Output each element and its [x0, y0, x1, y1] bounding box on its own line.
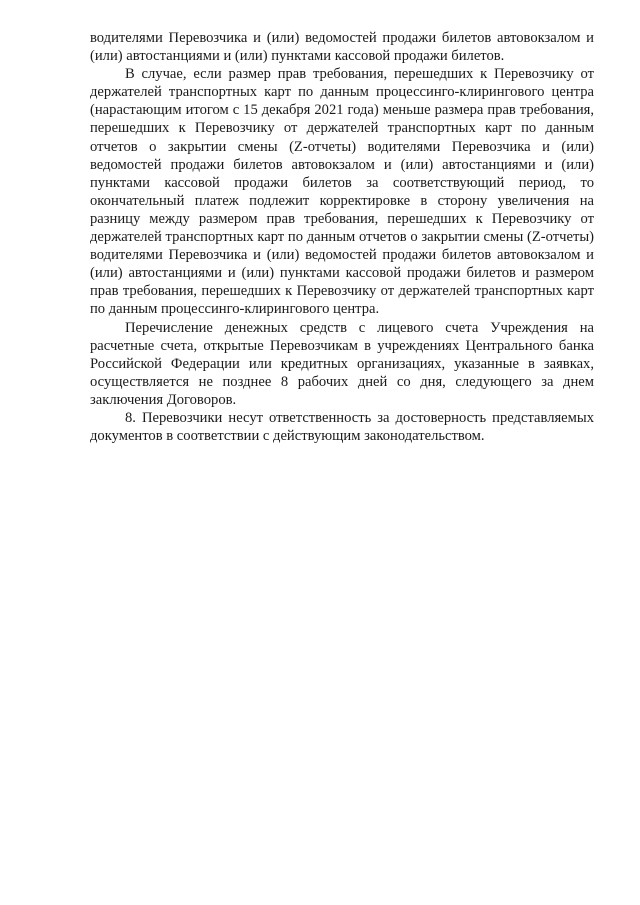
paragraph-continuation: водителями Перевозчика и (или) ведомостей продажи билетов автовокзалом и (или) автостанциями и (или) пунктами кассовой продажи билетов.	[90, 30, 594, 65]
document-body	[90, 29, 594, 445]
paragraph-transfer-terms: Перечисление денежных средств с лицевого счета Учреждения на расчетные счета, открытые Перевозчикам в учреждениях Центрального банка Российской Федерации или кредитных организациях, указанные в заявках, осуществляется не позднее 8 рабочих дней со дня, следующего за днем заключения Договоров.	[90, 319, 594, 408]
paragraph-carrier-responsibility: 8. Перевозчики несут ответственность за достоверность представляемых документов в соответствии с действующим законодательством.	[90, 409, 594, 445]
paragraph-correction-clause: В случае, если размер прав требования, перешедших к Перевозчику от держателей транспортных карт по данным процессинго-клирингового центра (нарастающим итогом с 15 декабря 2021 года) меньше размера прав требования, перешедших к Перевозчику от держателей транспортных карт по данным отчетов о закрытии смены (Z-отчеты) водителями Перевозчика и (или) ведомостей продажи билетов автовокзалом и (или) автостанциями и (или) пунктами кассовой продажи билетов за соответствующий период, то окончательный платеж подлежит корректировке в сторону увеличения на разницу между размером прав требования, перешедших к Перевозчику от держателей транспортных карт по данным отчетов о закрытии смены (Z-отчеты) водителями Перевозчика и (или) ведомостей продажи билетов автовокзалом и (или) автостанциями и (или) пунктами кассовой продажи билетов и размером прав требования, перешедших к Перевозчику от держателей транспортных карт по данным процессинго-клирингового центра.	[90, 66, 594, 318]
